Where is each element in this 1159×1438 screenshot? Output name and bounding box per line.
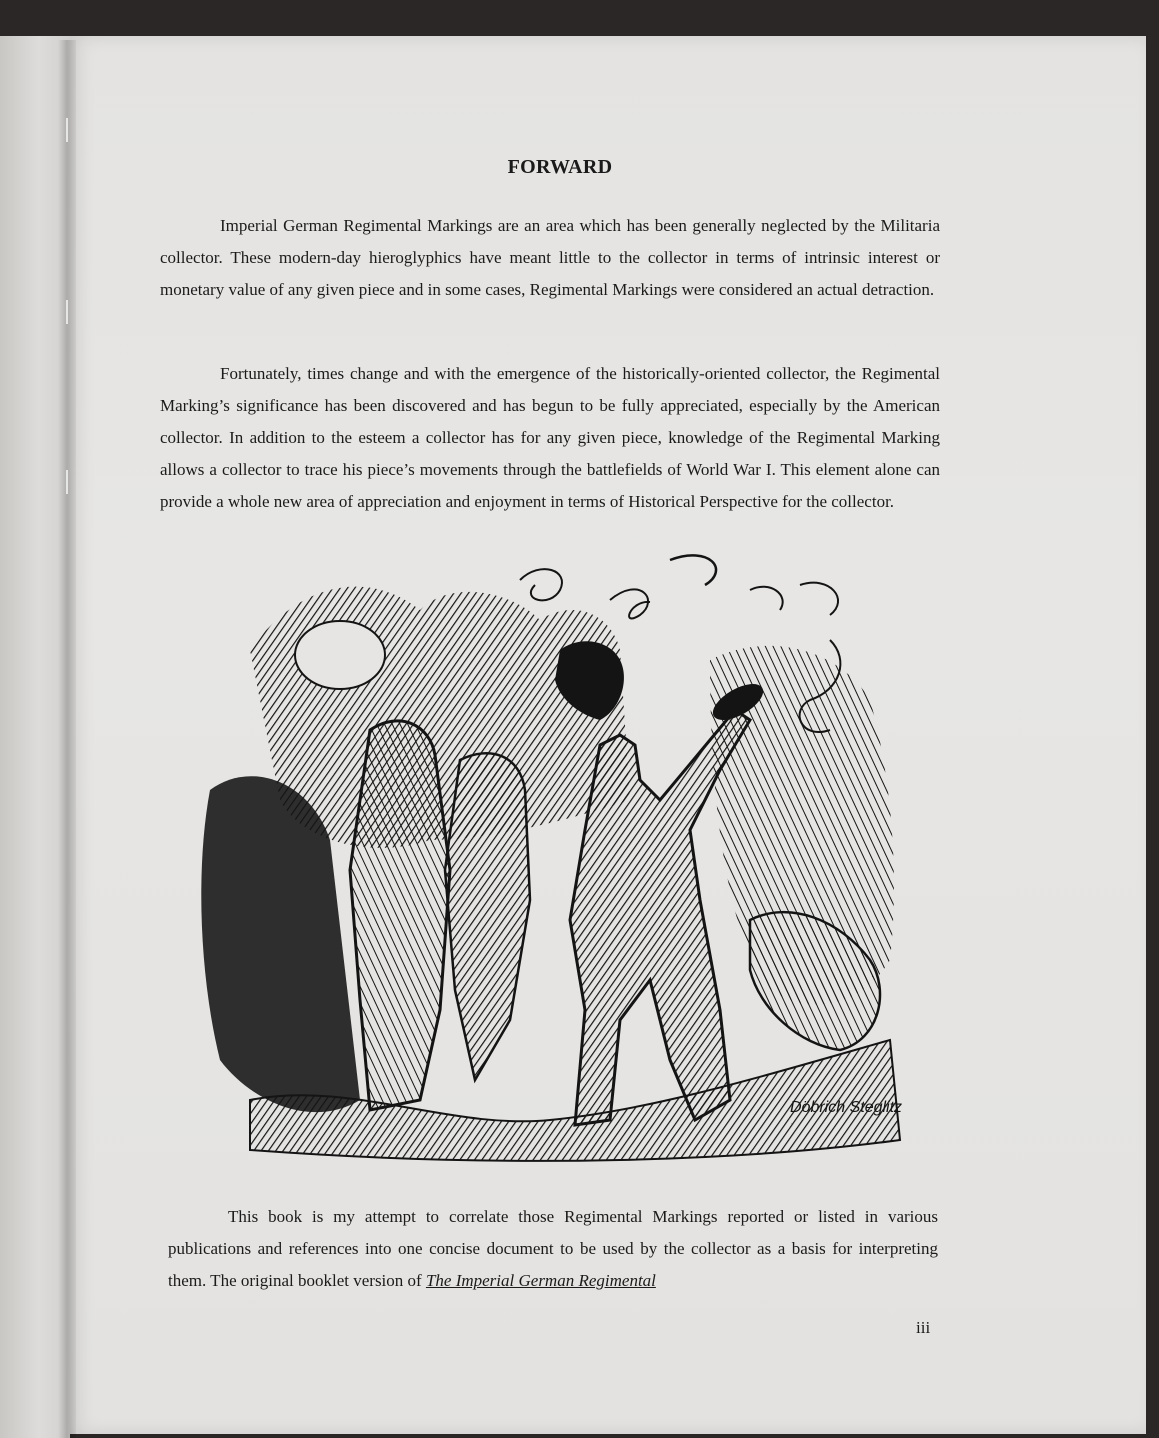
paragraph-2 [160,358,940,518]
artist-signature: Döbrich Steglitz [790,1099,903,1116]
binding-stitch [66,470,68,494]
paragraph-3-text: This book is my attempt to correlate those Regimental Markings reported or listed in various publications and references into one concise document to be used by the collector as a basis for interpreting them. The original booklet version of [168,1207,938,1290]
moon-cloud [295,621,385,689]
paragraph-2-text: Fortunately, times change and with the emergence of the historically-oriented collector, the Regimental Marking’s significance has been discovered and has begun to be fully appreciated, especially by the American collector. In addition to the esteem a collector has for any given piece, knowledge of the Regimental Marking allows a collector to trace his piece’s movements through the battlefields of World War I. This element alone can provide a whole new area of appreciation and enjoyment in terms of Historical Perspective for the collector. [160,364,940,511]
binding-stitch [66,118,68,142]
spine-shadow [58,40,76,1438]
binding-stitch [66,300,68,324]
page-number: iii [916,1318,931,1337]
book-title-underlined: The Imperial German Regimental [425,1271,656,1290]
page-title: FORWARD [507,156,613,178]
paragraph-1 [160,210,940,306]
book-cover-top [0,0,1159,40]
book-cover-right [1146,40,1159,1438]
soldier-middle [445,753,530,1080]
paragraph-1-text: Imperial German Regimental Markings are an area which has been generally neglected by the Militaria collector. These modern-day hieroglyphics have meant little to the collector in terms of intrinsic interest or monetary value of any given piece and in some cases, Regimental Markings were considered an actual detraction. [160,216,940,299]
paragraph-3 [168,1201,938,1297]
battle-illustration [190,540,910,1170]
soldier-left [350,721,450,1110]
